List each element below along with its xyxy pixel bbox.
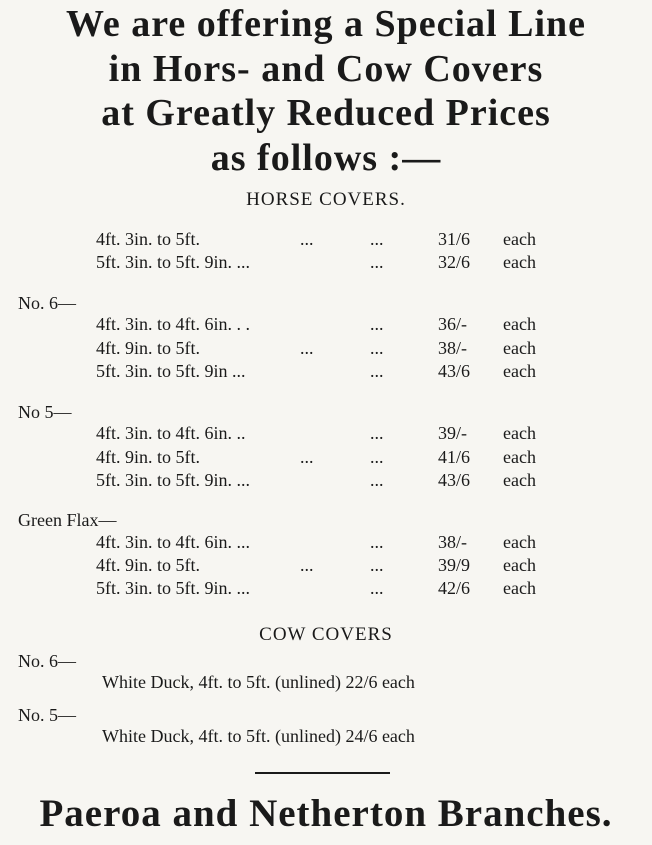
unit: each xyxy=(503,447,536,467)
leader-dots: ... xyxy=(370,314,384,334)
leader-dots: ... xyxy=(370,361,384,381)
price-row xyxy=(0,422,652,445)
unit: each xyxy=(503,423,536,443)
size-range: 4ft. 9in. to 5ft. xyxy=(96,555,200,575)
cow-group-label-no5: No. 5— xyxy=(18,705,76,725)
leader-dots: ... xyxy=(370,338,384,358)
branches-footer: Paeroa and Netherton Branches. xyxy=(39,792,613,835)
cow-cover-line: White Duck, 4ft. to 5ft. (unlined) 22/6 each xyxy=(102,672,415,692)
cow-cover-line: White Duck, 4ft. to 5ft. (unlined) 24/6 each xyxy=(102,726,415,746)
size-range: 4ft. 3in. to 5ft. xyxy=(96,229,200,249)
price-row xyxy=(0,469,652,492)
price: 39/- xyxy=(438,423,467,443)
unit: each xyxy=(503,361,536,381)
leader-dots: ... xyxy=(370,447,384,467)
price-row xyxy=(0,337,652,360)
leader-dots: ... xyxy=(370,470,384,490)
headline-line-4: as follows :— xyxy=(210,137,442,179)
price-row xyxy=(0,360,652,383)
cow-group-label-no6: No. 6— xyxy=(18,651,76,671)
leader-dots: ... xyxy=(300,555,314,575)
leader-dots: ... xyxy=(370,229,384,249)
price-row xyxy=(0,228,652,251)
horse-covers-title: HORSE COVERS. xyxy=(246,189,406,210)
size-range: 4ft. 9in. to 5ft. xyxy=(96,447,200,467)
price: 43/6 xyxy=(438,361,471,381)
price: 31/6 xyxy=(438,229,471,249)
price: 39/9 xyxy=(438,555,471,575)
leader-dots: ... xyxy=(370,423,384,443)
leader-dots: ... xyxy=(300,229,314,249)
leader-dots: ... xyxy=(300,447,314,467)
unit: each xyxy=(503,338,536,358)
price: 38/- xyxy=(438,532,467,552)
unit: each xyxy=(503,229,536,249)
cow-covers-title: COW COVERS xyxy=(259,624,393,645)
unit: each xyxy=(503,532,536,552)
group-label-no5: No 5— xyxy=(18,402,72,422)
group-label-green-flax: Green Flax— xyxy=(18,510,117,530)
divider-rule xyxy=(255,772,390,774)
price: 32/6 xyxy=(438,252,471,272)
price-row xyxy=(0,554,652,577)
size-range: 4ft. 9in. to 5ft. xyxy=(96,338,200,358)
headline-line-2: in Hors- and Cow Covers xyxy=(108,48,544,90)
price: 38/- xyxy=(438,338,467,358)
size-range: 4ft. 3in. to 4ft. 6in. .. xyxy=(96,423,246,443)
leader-dots: ... xyxy=(370,532,384,552)
leader-dots: ... xyxy=(370,578,384,598)
size-range: 5ft. 3in. to 5ft. 9in. ... xyxy=(96,578,250,598)
group-label-no6: No. 6— xyxy=(18,293,76,313)
unit: each xyxy=(503,252,536,272)
unit: each xyxy=(503,314,536,334)
price-row xyxy=(0,531,652,554)
leader-dots: ... xyxy=(370,252,384,272)
leader-dots: ... xyxy=(370,555,384,575)
size-range: 4ft. 3in. to 4ft. 6in. ... xyxy=(96,532,250,552)
unit: each xyxy=(503,555,536,575)
price-row xyxy=(0,577,652,600)
size-range: 4ft. 3in. to 4ft. 6in. . . xyxy=(96,314,250,334)
price: 41/6 xyxy=(438,447,471,467)
headline-line-1: We are offering a Special Line xyxy=(65,3,587,45)
price: 36/- xyxy=(438,314,467,334)
price-row xyxy=(0,446,652,469)
leader-dots: ... xyxy=(300,338,314,358)
price-row xyxy=(0,313,652,336)
size-range: 5ft. 3in. to 5ft. 9in. ... xyxy=(96,252,250,272)
price: 43/6 xyxy=(438,470,471,490)
price-row xyxy=(0,251,652,274)
unit: each xyxy=(503,470,536,490)
price: 42/6 xyxy=(438,578,471,598)
unit: each xyxy=(503,578,536,598)
headline-line-3: at Greatly Reduced Prices xyxy=(101,92,551,134)
size-range: 5ft. 3in. to 5ft. 9in. ... xyxy=(96,470,250,490)
size-range: 5ft. 3in. to 5ft. 9in ... xyxy=(96,361,246,381)
